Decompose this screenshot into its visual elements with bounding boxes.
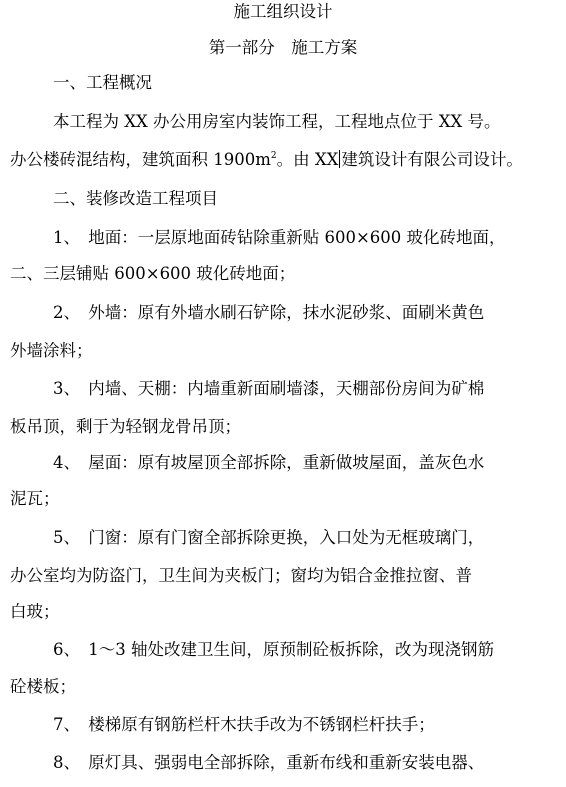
section1-heading: 一、工程概况 [53,73,152,92]
item-4-line-1: 4、 屋面：原有坡屋顶全部拆除，重新做坡屋面，盖灰色水 [53,453,485,472]
item-7-line-1: 7、 楼梯原有钢筋栏杆木扶手改为不锈钢栏杆扶手； [53,715,435,734]
item-2-line-1: 2、 外墙：原有外墙水刷石铲除，抹水泥砂浆、面刷米黄色 [53,303,485,322]
overview-line-2 [10,150,523,170]
item-8-line-1: 8、 原灯具、强弱电全部拆除，重新布线和重新安装电器、 [53,753,485,772]
overview-text-b: 。由 XX [276,150,339,169]
overview-text-c: 建筑设计有限公司设计。 [341,150,523,169]
area-unit-superscript: 2 [270,151,277,161]
item-5-line-2: 办公室均为防盗门，卫生间为夹板门；窗均为铝合金推拉窗、普 [10,566,472,585]
overview-line-1: 本工程为 XX 办公用房室内装饰工程，工程地点位于 XX 号。 [53,112,501,131]
overview-text-a: 办公楼砖混结构，建筑面积 1900m [10,150,271,169]
item-1-line-1: 1、 地面：一层原地面砖钻除重新贴 600×600 玻化砖地面， [53,228,506,247]
item-5-line-3: 白玻； [10,602,60,621]
section2-heading: 二、装修改造工程项目 [53,189,218,208]
item-6-line-1: 6、 1～3 轴处改建卫生间，原预制砼板拆除，改为现浇钢筋 [53,640,494,659]
item-2-line-2: 外墙涂料； [10,341,93,360]
item-3-line-1: 3、 内墙、天棚：内墙重新面刷墙漆，天棚部份房间为矿棉 [53,379,485,398]
document-title: 施工组织设计 [233,2,333,21]
item-1-line-2: 二、三层铺贴 600×600 玻化砖地面； [10,264,296,283]
item-4-line-2: 泥瓦； [10,489,60,508]
section-subtitle: 第一部分 施工方案 [208,38,358,57]
item-6-line-2: 砼楼板； [10,677,76,696]
item-3-line-2: 板吊顶，剩于为轻钢龙骨吊顶； [10,417,241,436]
item-5-line-1: 5、 门窗：原有门窗全部拆除更换，入口处为无框玻璃门， [53,528,485,547]
